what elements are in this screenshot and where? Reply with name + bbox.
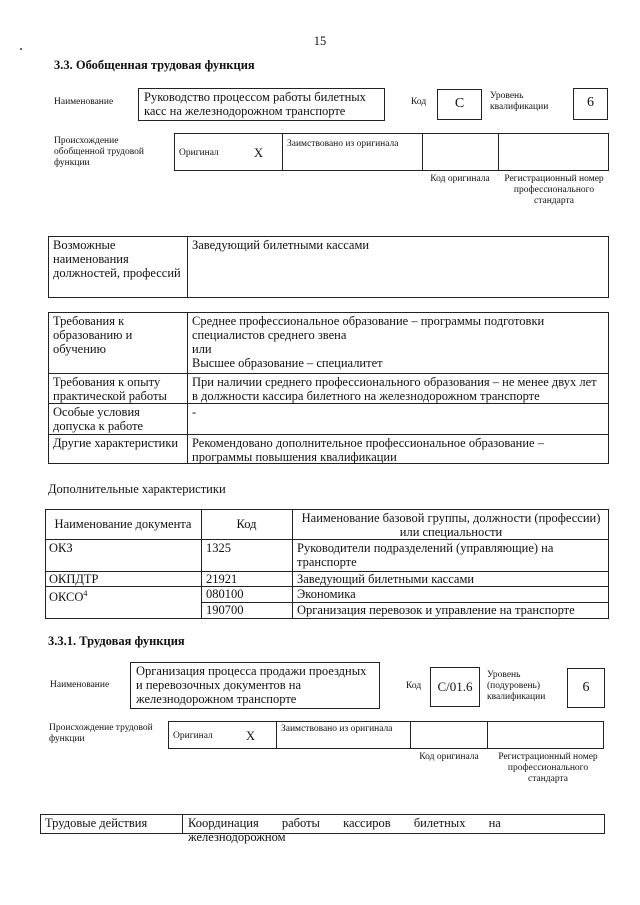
row-name: Заведующий билетными кассами xyxy=(297,572,475,586)
req-education-label: Требования к образованию и обучению xyxy=(53,314,133,356)
tf-original-label: Оригинал xyxy=(173,731,213,741)
col-doc-header: Наименование документа xyxy=(54,517,192,531)
code-label: Код xyxy=(411,97,427,107)
col-name-header: Наименование базовой группы, должности (профессии) или специальности xyxy=(301,511,601,539)
row-name: Организация перевозок и управление на транспорте xyxy=(297,603,575,617)
code-box: С xyxy=(437,89,482,120)
req-experience-label: Требования к опыту практической работы xyxy=(53,375,167,403)
col-code-header: Код xyxy=(236,517,257,531)
req-conditions-value: - xyxy=(192,405,197,419)
row-code: 080100 xyxy=(206,587,244,601)
section-heading-3-3: 3.3. Обобщенная трудовая функция xyxy=(54,58,255,72)
row-doc xyxy=(49,587,87,604)
origin-label: Происхождение обобщенной трудовой функции xyxy=(54,136,144,168)
tf-code-label: Код xyxy=(406,681,422,691)
reg-number-caption: Регистрационный номер профессионального стандарта xyxy=(504,174,604,206)
req-education-line: Среднее профессиональное образование – программы подготовки специалистов среднего звена xyxy=(192,314,545,342)
tf-name-box: Организация процесса продажи проездных и перевозочных документов на железнодорожном транспорте xyxy=(130,662,380,709)
footnote-mark: 4 xyxy=(83,589,88,598)
borrowed-label: Заимствовано из оригинала xyxy=(287,139,399,149)
positions-label: Возможные наименования должностей, профессий xyxy=(53,238,181,280)
req-other-value: Рекомендовано дополнительное профессиональное образование – программы повышения квалификации xyxy=(192,436,544,464)
req-experience-value: При наличии среднего профессионального образования – не менее двух лет в должности кассира билетного на железнодорожном транспорте xyxy=(192,375,597,403)
tf-origin-label: Происхождение трудовой функции xyxy=(49,723,153,744)
req-education-line: или xyxy=(192,342,212,356)
row-doc: ОКПДТР xyxy=(49,572,99,586)
req-other-label: Другие характеристики xyxy=(53,436,179,450)
tf-borrowed-label: Заимствовано из оригинала xyxy=(281,724,393,734)
labor-actions-value: Координация работы кассиров билетных на железнодорожном xyxy=(188,816,501,844)
page-number: 15 xyxy=(313,34,327,48)
tf-name-label: Наименование xyxy=(50,680,110,690)
tf-code-box: С/01.6 xyxy=(430,667,480,707)
row-code: 21921 xyxy=(206,572,238,586)
row-doc-text: ОКСО xyxy=(49,590,84,605)
function-name-box: Руководство процессом работы билетных касс на железнодорожном транспорте xyxy=(138,88,385,121)
req-education-value xyxy=(192,314,604,370)
labor-actions-label: Трудовые действия xyxy=(45,816,148,830)
row-code: 190700 xyxy=(206,603,244,617)
tf-level-label: Уровень (подуровень) квалификации xyxy=(487,670,546,702)
row-doc: ОКЗ xyxy=(49,541,73,555)
code-original-caption: Код оригинала xyxy=(430,174,490,184)
row-name: Руководители подразделений (управляющие) на транспорте xyxy=(297,541,554,569)
positions-value: Заведующий билетными кассами xyxy=(192,238,370,252)
tf-code-original-caption: Код оригинала xyxy=(419,752,479,762)
row-name: Экономика xyxy=(297,587,356,601)
req-education-line: Высшее образование – специалитет xyxy=(192,356,383,370)
tf-reg-number-caption: Регистрационный номер профессионального стандарта xyxy=(498,752,598,784)
req-conditions-label: Особые условия допуска к работе xyxy=(53,405,144,433)
row-code: 1325 xyxy=(206,541,231,555)
additional-heading: Дополнительные характеристики xyxy=(48,482,226,496)
tf-level-box: 6 xyxy=(567,668,605,708)
scan-speck xyxy=(20,48,22,50)
level-box: 6 xyxy=(573,88,608,120)
tf-original-mark: Х xyxy=(246,729,256,743)
level-label: Уровень квалификации xyxy=(490,91,549,112)
original-mark: Х xyxy=(254,146,264,160)
original-label: Оригинал xyxy=(179,148,219,158)
name-label: Наименование xyxy=(54,97,114,107)
section-heading-3-3-1: 3.3.1. Трудовая функция xyxy=(48,634,185,648)
